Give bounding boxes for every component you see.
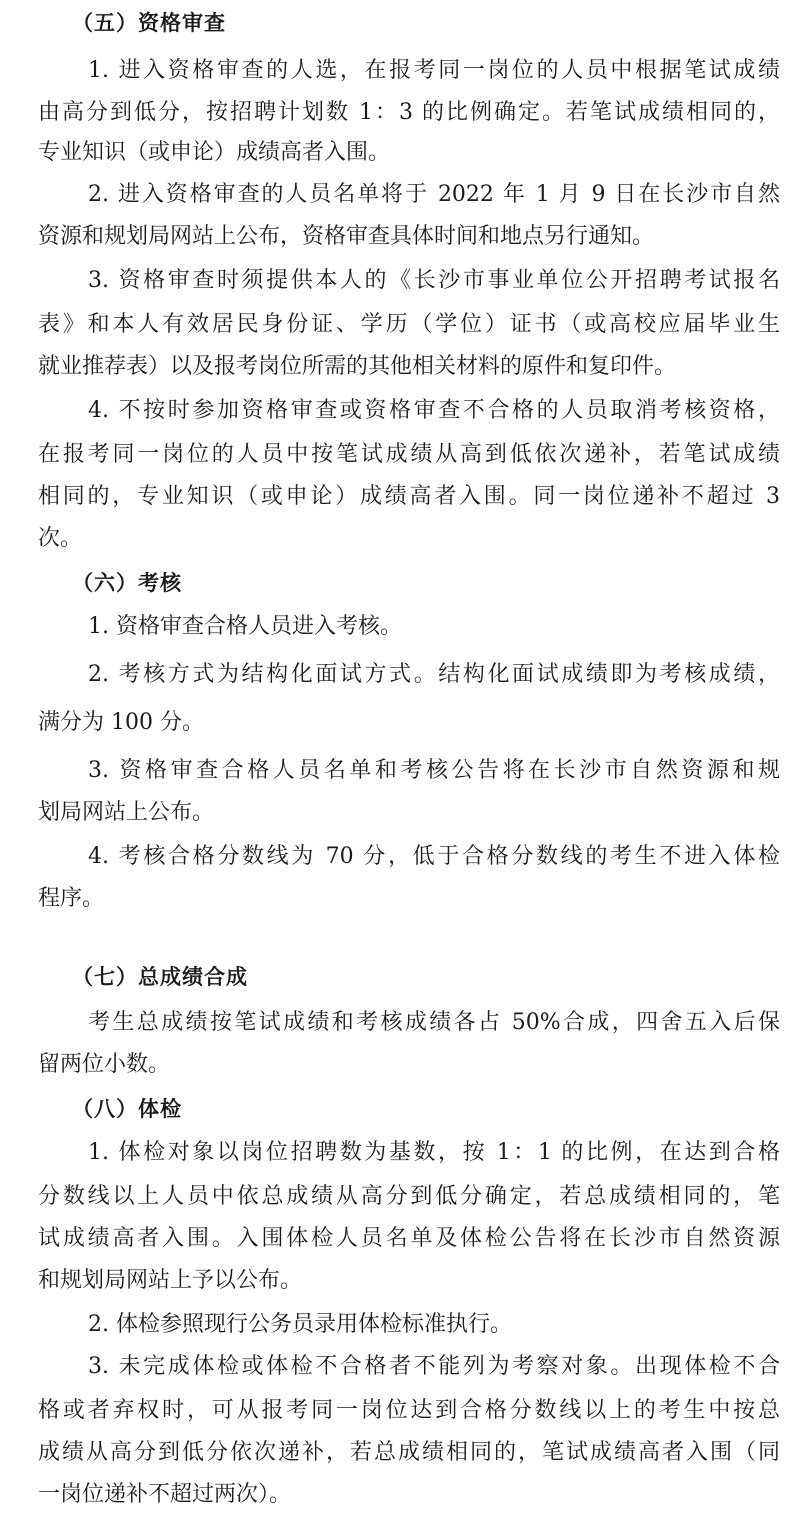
paragraph-line: 一岗位递补不超过两次）。 xyxy=(38,1482,292,1507)
paragraph-line: 留两位小数。 xyxy=(38,1052,171,1077)
paragraph-line: 满分为 100 分。 xyxy=(38,710,204,735)
paragraph-line: 程序。 xyxy=(38,886,105,911)
paragraph-line: 由高分到低分，按招聘计划数 1：3 的比例确定。若笔试成绩相同的， xyxy=(38,100,780,125)
paragraph-line: 资源和规划局网站上公布，资格审查具体时间和地点另行通知。 xyxy=(38,224,655,249)
paragraph-line: 格或者弃权时，可从报考同一岗位达到合格分数线以上的考生中按总 xyxy=(38,1398,780,1423)
paragraph-line: 3. 资格审查时须提供本人的《长沙市事业单位公开招聘考试报名 xyxy=(88,268,780,293)
paragraph-line: 1. 进入资格审查的人选，在报考同一岗位的人员中根据笔试成绩 xyxy=(88,58,780,83)
paragraph-line: 表》和本人有效居民身份证、学历（学位）证书（或高校应届毕业生 xyxy=(38,312,780,337)
paragraph-line: 1. 体检对象以岗位招聘数为基数，按 1：1 的比例，在达到合格 xyxy=(88,1140,780,1165)
section-heading: （八）体检 xyxy=(72,1097,182,1121)
paragraph-line: 2. 进入资格审查的人员名单将于 2022 年 1 月 9 日在长沙市自然 xyxy=(88,182,780,207)
paragraph-line: 2. 考核方式为结构化面试方式。结构化面试成绩即为考核成绩， xyxy=(88,662,780,687)
paragraph-line: 3. 未完成体检或体检不合格者不能列为考察对象。出现体检不合 xyxy=(88,1354,780,1379)
paragraph-line: 划局网站上公布。 xyxy=(38,800,215,825)
paragraph-line: 和规划局网站上予以公布。 xyxy=(38,1268,303,1293)
section-heading: （五）资格审查 xyxy=(72,11,226,35)
section-heading: （七）总成绩合成 xyxy=(72,965,248,989)
paragraph-line: 试成绩高者入围。入围体检人员名单及体检公告将在长沙市自然资源 xyxy=(38,1226,780,1251)
paragraph-line: 2. 体检参照现行公务员录用体检标准执行。 xyxy=(88,1312,512,1337)
section-heading: （六）考核 xyxy=(72,571,182,595)
paragraph-line: 1. 资格审查合格人员进入考核。 xyxy=(88,614,402,639)
paragraph-line: 在报考同一岗位的人员中按笔试成绩从高到低依次递补，若笔试成绩 xyxy=(38,442,780,467)
paragraph-line: 分数线以上人员中依总成绩从高分到低分确定，若总成绩相同的，笔 xyxy=(38,1184,780,1209)
paragraph-line: 考生总成绩按笔试成绩和考核成绩各占 50%合成，四舍五入后保 xyxy=(88,1010,780,1035)
paragraph-line: 就业推荐表）以及报考岗位所需的其他相关材料的原件和复印件。 xyxy=(38,354,677,379)
paragraph-line: 3. 资格审查合格人员名单和考核公告将在长沙市自然资源和规 xyxy=(88,758,780,783)
paragraph-line: 成绩从高分到低分依次递补，若总成绩相同的，笔试成绩高者入围（同 xyxy=(38,1440,780,1465)
paragraph-line: 4. 考核合格分数线为 70 分，低于合格分数线的考生不进入体检 xyxy=(88,844,780,869)
paragraph-line: 次。 xyxy=(38,526,83,551)
paragraph-line: 相同的，专业知识（或申论）成绩高者入围。同一岗位递补不超过 3 xyxy=(38,484,780,509)
paragraph-line: 4. 不按时参加资格审查或资格审查不合格的人员取消考核资格， xyxy=(88,398,780,423)
paragraph-line: 专业知识（或申论）成绩高者入围。 xyxy=(38,140,391,165)
